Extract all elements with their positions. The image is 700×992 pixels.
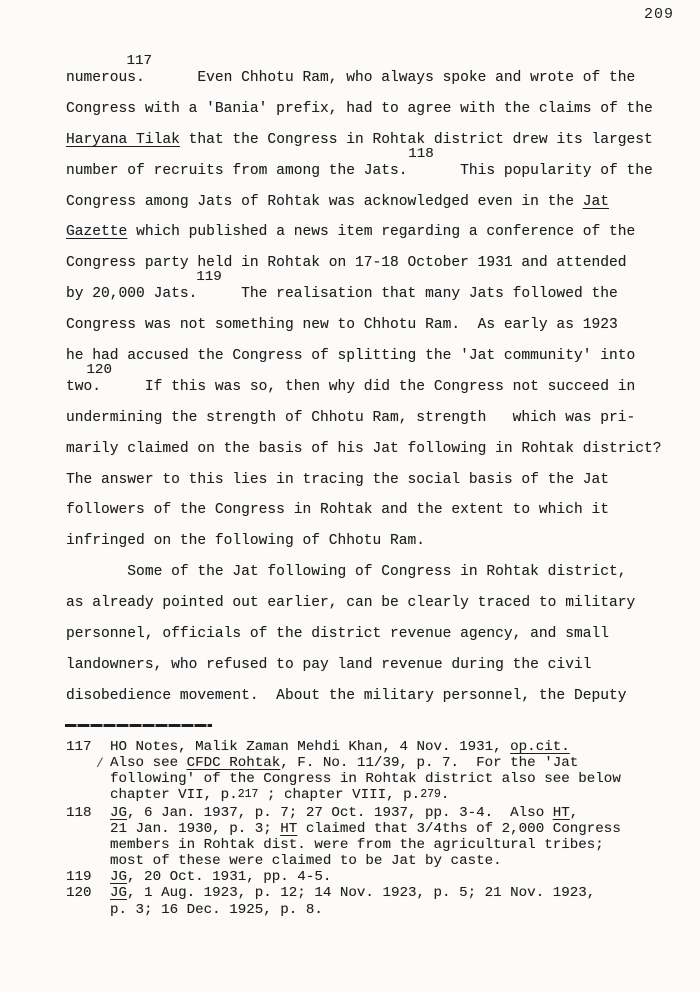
footnote-line [110,739,686,755]
footnote [66,885,686,917]
body-line [66,248,682,279]
body-line [66,341,682,372]
footnote-line [110,787,686,804]
text-run: numerous. Even Chhotu Ram, who always spoke and wrote of the [66,70,636,86]
text-run: Also see [110,755,187,772]
text-run: personnel, officials of the district revenue agency, and small [66,626,609,643]
body-line [66,495,682,526]
footnote-ref: 119 [196,269,222,286]
text-run: members in Rohtak dist. were from the agricultural tribes; [110,836,604,853]
underlined-text: JG [110,869,128,886]
footnote [66,805,686,870]
text-run: most of these were claimed to be Jat by caste. [110,853,502,870]
footnote-ref: 117 [126,53,152,69]
footnote-line [96,755,686,772]
text-run: 279 [420,788,441,802]
body-line [66,361,682,403]
text-run: undermining the strength of Chhotu Ram, strength which was pri- [66,409,636,426]
body-line [66,465,682,496]
text-run: , 6 Jan. 1937, p. 7; 27 Oct. 1937, pp. 3-4. Also [127,804,553,821]
page-number: 209 [644,6,675,23]
text-run: followers of the Congress in Rohtak and the extent to which it [66,502,609,519]
text-run: , F. No. 11/39, p. 7. For the 'Jat [280,755,579,772]
underlined-text: Haryana Tilak [66,131,180,148]
text-run: Congress among Jats of Rohtak was acknowledged even in the [66,193,583,210]
underlined-text: Gazette [66,224,128,241]
body-line [66,526,682,557]
body-line [66,125,682,156]
text-run: Congress was not something new to Chhotu Ram. As early as 1923 [66,317,618,334]
body-line [66,53,682,94]
footnote-line [110,837,686,853]
footnote-line [110,853,686,869]
body-line [66,650,682,681]
body-line [66,403,682,434]
underlined-text: JG [110,804,128,821]
text-run: marily claimed on the basis of his Jat following in Rohtak district? [66,440,662,457]
text-run: infringed on the following of Chhotu Ram. [66,533,426,550]
text-run: following' of the Congress in Rohtak district also see below [110,771,621,788]
footnote [66,869,686,885]
footnote-line [110,771,686,787]
footnotes [66,739,686,918]
body-line [66,619,682,650]
underlined-text: op.cit. [510,739,570,755]
footnote-line [110,885,686,901]
footnote-ref: 120 [86,361,112,378]
text-run: p. 3; 16 Dec. 1925, p. 8. [110,901,323,918]
body-line [66,217,682,248]
body-line [66,269,682,310]
text-run: two. If this was so, then why did the Congress not succeed in [66,378,636,395]
text-run: number of recruits from among the Jats. This popularity of the [66,162,653,179]
body-text [66,53,682,712]
footnote-text [110,805,686,870]
footnote-line [110,805,686,821]
body-line [66,557,682,588]
text-run: , 20 Oct. 1931, pp. 4-5. [127,869,332,886]
footnote-rule [65,724,212,727]
footnote-text [110,869,686,885]
text-run: chapter VII, p. [110,787,238,804]
underlined-text: HT [552,804,570,821]
footnote [66,739,686,805]
footnote-ref: 118 [408,145,434,162]
text-run: as already pointed out earlier, can be clearly traced to military [66,595,636,612]
underlined-text: HT [280,820,298,837]
text-run: landowners, who refused to pay land revenue during the civil [66,656,592,673]
footnote-number: 118 [66,804,92,821]
text-run: ; chapter VIII, p. [258,787,421,804]
text-run: 21 Jan. 1930, p. 3; [110,820,281,837]
text-run: that the Congress in Rohtak district drew its largest [179,131,653,148]
body-line [66,94,682,125]
body-line [66,145,682,187]
footnote-number: 119 [66,869,92,886]
text-run: . [440,787,450,804]
text-run: Some of the Jat following of Congress in Rohtak district, [66,564,627,581]
text-run: by 20,000 Jats. The realisation that many Jats followed the [66,286,618,303]
text-run: 217 [237,788,259,802]
underlined-text: Jat [582,193,609,210]
footnote-line [110,902,686,918]
text-run: he had accused the Congress of splitting the 'Jat community' into [66,348,636,365]
body-line [66,681,682,712]
stray-mark: / [96,756,104,772]
underlined-text: JG [110,885,128,902]
text-run: HO Notes, Malik Zaman Mehdi Khan, 4 Nov. 1931, [110,739,511,755]
body-line [66,434,682,465]
text-run: , 1 Aug. 1923, p. 12; 14 Nov. 1923, p. 5; 21 Nov. 1923, [127,885,596,902]
text-run: Congress party held in Rohtak on 17-18 October 1931 and attended [66,255,627,272]
text-run: The answer to this lies in tracing the social basis of the Jat [66,471,609,488]
text-run: which published a news item regarding a conference of the [127,224,636,241]
text-run: , [569,804,579,821]
underlined-text: CFDC Rohtak [186,755,281,772]
body-line [66,187,682,218]
footnote-number: 117 [66,739,92,755]
footnote-text [110,885,686,917]
footnote-text [96,739,686,805]
text-run: claimed that 3/4ths of 2,000 Congress [297,820,621,837]
text-run: Congress with a 'Bania' prefix, had to agree with the claims of the [66,100,653,117]
body-line [66,310,682,341]
footnote-number: 120 [66,885,92,902]
text-run: disobedience movement. About the military personnel, the Deputy [66,687,627,704]
footnote-line [110,869,686,885]
body-line [66,588,682,619]
footnote-line [110,821,686,837]
